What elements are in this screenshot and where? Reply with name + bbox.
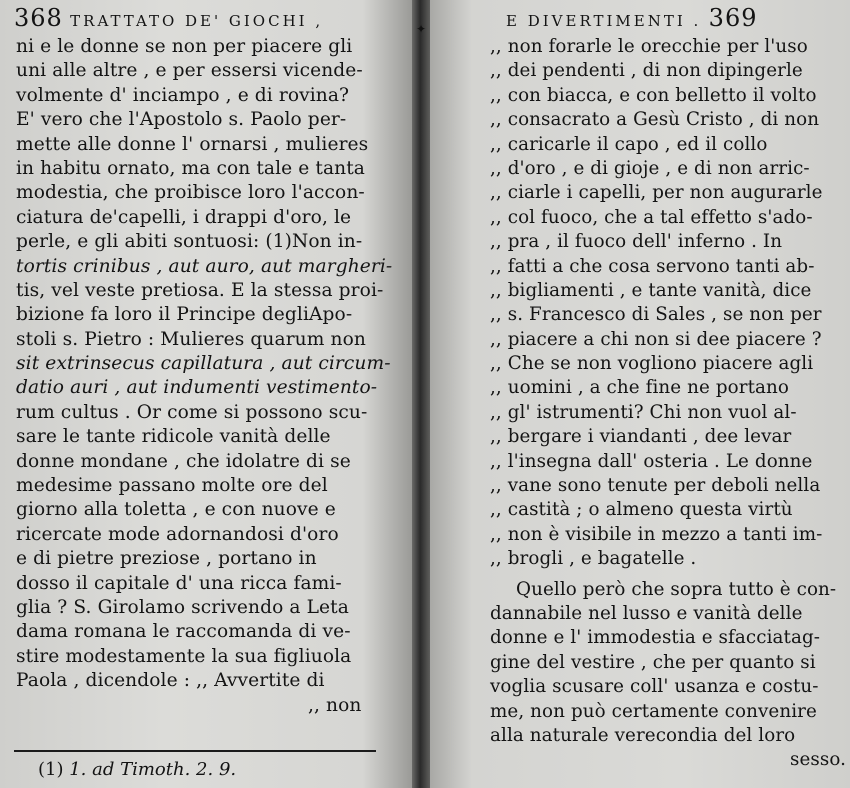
right-page xyxy=(430,0,850,788)
footnote-rule xyxy=(14,750,376,752)
text-line: ,, s. Francesco di Sales , se non per xyxy=(490,304,822,326)
text-line: sare le tante ridicole vanità delle xyxy=(16,426,331,448)
text-line: ,, castità ; o almeno questa virtù xyxy=(490,499,793,521)
text-line: modestia, che proibisce loro l'accon- xyxy=(16,182,365,204)
footnote-text: 1. ad Timoth. 2. 9. xyxy=(69,759,237,780)
text-line: ,, brogli , e bagatelle . xyxy=(490,548,697,570)
text-line: tis, vel veste pretiosa. E la stessa proi- xyxy=(16,279,384,301)
text-line: ,, ciarle i capelli, per non augurarle xyxy=(490,182,823,204)
text-line: ,, gl' istrumenti? Chi non vuol al- xyxy=(490,401,797,423)
text-line: uni alle altre , e per essersi vicende- xyxy=(16,60,363,82)
text-line: stire modestamente la sua figliuola xyxy=(16,645,352,667)
text-line: ricercate mode adornandosi d'oro xyxy=(16,523,339,545)
left-page-number: 368 xyxy=(14,4,63,32)
right-page-number: 369 xyxy=(708,4,758,32)
text-line: bizione fa loro il Principe degliApo- xyxy=(16,304,353,326)
footnote xyxy=(38,757,236,783)
text-line: dama romana le raccomanda di ve- xyxy=(16,621,351,643)
right-running-head: E DIVERTIMENTI . xyxy=(506,12,702,30)
footnote-marker: (1) xyxy=(38,759,64,780)
right-page-text xyxy=(490,35,847,773)
catchword: ,, non xyxy=(308,694,362,716)
text-line: Quello però che sopra tutto è con- xyxy=(516,578,837,600)
text-line: ,, piacere a chi non si dee piacere ? xyxy=(490,328,822,350)
left-running-head: TRATTATO DE' GIOCHI , xyxy=(70,12,324,30)
text-line: datio auri , aut indumenti vestimento- xyxy=(16,377,378,399)
text-line: gine del vestire , che per quanto si xyxy=(490,651,816,673)
text-line: dosso il capitale d' una ricca fami- xyxy=(16,572,342,594)
text-line: dannabile nel lusso e vanità delle xyxy=(490,602,803,624)
text-line: mette alle donne l' ornarsi , mulieres xyxy=(16,133,369,155)
text-line: giorno alla toletta , e con nuove e xyxy=(16,499,336,521)
right-page-header xyxy=(506,4,757,32)
text-line: ,, caricarle il capo , ed il collo xyxy=(490,133,768,155)
text-line: stoli s. Pietro : Mulieres quarum non xyxy=(16,328,366,350)
text-line: ,, consacrato a Gesù Cristo , di non xyxy=(490,109,820,131)
text-line: ,, pra , il fuoco dell' inferno . In xyxy=(490,231,783,253)
text-line: ,, non forarle le orecchie per l'uso xyxy=(490,36,808,57)
text-line: voglia scusare coll' usanza e costu- xyxy=(490,676,819,698)
text-line: ,, non è visibile in mezzo a tanti im- xyxy=(490,523,823,545)
text-line: volmente d' inciampo , e di rovina? xyxy=(16,84,350,106)
text-line: ,, vane sono tenute per deboli nella xyxy=(490,475,821,497)
book-gutter xyxy=(412,0,430,788)
text-line: donne e l' immodestia e sfacciatag- xyxy=(490,627,821,649)
text-line: ,, bigliamenti , e tante vanità, dice xyxy=(490,279,812,301)
text-line: sit extrinsecus capillatura , aut circum- xyxy=(16,353,391,375)
text-line: ,, uomini , a che fine ne portano xyxy=(490,377,789,399)
text-line: ,, con biacca, e con belletto il volto xyxy=(490,84,817,106)
text-line: ciatura de'capelli, i drappi d'oro, le xyxy=(16,206,352,228)
text-line: perle, e gli abiti sontuosi: (1)Non in- xyxy=(16,231,363,253)
text-line: alla naturale verecondia del loro xyxy=(490,724,796,746)
text-line: rum cultus . Or come si possono scu- xyxy=(16,401,368,423)
text-line: Paola , dicendole : ,, Avvertite di xyxy=(16,670,325,692)
text-line: ni e le donne se non per piacere gli xyxy=(16,36,353,57)
text-line: in habitu ornato, ma con tale e tanta xyxy=(16,157,365,179)
text-line: me, non può certamente convenire xyxy=(490,700,817,722)
gutter-ornament-icon: ✦ xyxy=(415,22,427,36)
text-line: ,, Che se non vogliono piacere agli xyxy=(490,353,814,375)
text-line: ,, col fuoco, che a tal effetto s'ado- xyxy=(490,206,813,228)
text-line: ,, l'insegna dall' osteria . Le donne xyxy=(490,450,813,472)
text-line: donne mondane , che idolatre di se xyxy=(16,450,351,472)
text-line: ,, fatti a che cosa servono tanti ab- xyxy=(490,255,815,277)
text-line: tortis crinibus , aut auro, aut margheri- xyxy=(16,255,393,277)
text-line: glia ? S. Girolamo scrivendo a Leta xyxy=(16,596,349,618)
left-page-text xyxy=(16,35,393,718)
text-line: ,, d'oro , e di gioje , e di non arric- xyxy=(490,157,810,179)
text-line: medesime passano molte ore del xyxy=(16,475,328,497)
catchword: sesso. xyxy=(790,749,847,771)
left-page-header xyxy=(14,4,323,32)
text-line: ,, dei pendenti , di non dipingerle xyxy=(490,60,803,82)
text-line: ,, bergare i viandanti , dee levar xyxy=(490,426,792,448)
text-line: E' vero che l'Apostolo s. Paolo per- xyxy=(16,109,347,131)
left-page xyxy=(0,0,412,788)
text-line: e di pietre preziose , portano in xyxy=(16,548,317,570)
